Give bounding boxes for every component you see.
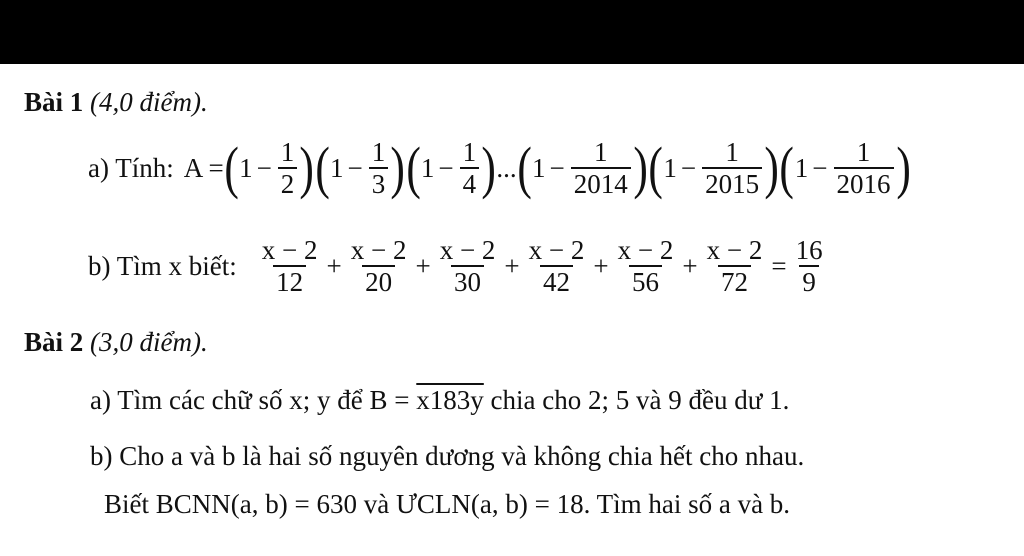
denominator: 56 <box>629 265 662 296</box>
bai2-a-after: chia cho 2; 5 và 9 đều dư 1. <box>490 385 790 415</box>
numerator: x − 2 <box>261 235 318 265</box>
fraction-x2-42 <box>526 236 588 296</box>
numerator: 16 <box>795 235 823 265</box>
denominator: 42 <box>540 265 573 296</box>
fraction-1-2 <box>278 138 298 198</box>
fraction-1-3 <box>369 138 389 198</box>
minus: − <box>347 153 363 183</box>
numerator: x − 2 <box>706 235 763 265</box>
denominator: 20 <box>362 265 395 296</box>
numerator: x − 2 <box>439 235 496 265</box>
numerator: 1 <box>462 137 477 167</box>
document-page <box>0 64 1024 556</box>
bai1-points: (4,0 điểm). <box>90 87 208 117</box>
bai2-a-number: x183y <box>416 385 484 415</box>
ellipsis: ... <box>496 153 517 183</box>
fraction-x2-12 <box>259 236 321 296</box>
left-paren: ( <box>779 135 795 200</box>
denominator: 2 <box>278 167 298 198</box>
plus: + <box>593 251 609 281</box>
bai2-a-B: B = <box>369 385 410 415</box>
right-paren: ) <box>764 135 780 200</box>
bai1-b-prefix: b) Tìm x biết: <box>88 251 237 281</box>
bai1-a-lhs: A = <box>183 153 224 183</box>
denominator: 9 <box>799 265 819 296</box>
equals: = <box>771 251 787 281</box>
denominator: 72 <box>718 265 751 296</box>
fraction-16-9 <box>793 236 826 296</box>
one: 1 <box>531 153 546 183</box>
one: 1 <box>794 153 809 183</box>
bai2-heading <box>24 326 208 358</box>
denominator: 12 <box>273 265 306 296</box>
right-paren: ) <box>633 135 648 200</box>
bai2-part-b-line2: Biết BCNN(a, b) = 630 và ƯCLN(a, b) = 18. Tìm hai số a và b. <box>104 489 791 519</box>
numerator: x − 2 <box>617 235 674 265</box>
fraction-x2-72 <box>704 236 766 296</box>
numerator: 1 <box>856 137 871 167</box>
minus: − <box>549 153 565 183</box>
minus: − <box>256 153 272 183</box>
one: 1 <box>329 153 344 183</box>
plus: + <box>504 251 520 281</box>
denominator: 3 <box>369 167 389 198</box>
bai1-title: Bài 1 <box>24 87 84 117</box>
fraction-1-2015 <box>702 138 762 198</box>
minus: − <box>680 153 697 183</box>
numerator: 1 <box>593 137 608 167</box>
numerator: x − 2 <box>528 235 585 265</box>
denominator: 2015 <box>702 167 762 198</box>
bai2-a-before: a) Tìm các chữ số x; y để <box>90 385 363 415</box>
fraction-x2-30 <box>437 236 499 296</box>
plus: + <box>415 251 431 281</box>
bai1-part-b <box>88 236 828 296</box>
left-paren: ( <box>648 135 663 200</box>
right-paren: ) <box>895 135 911 200</box>
bai1-part-a <box>88 135 911 200</box>
fraction-1-4 <box>460 138 480 198</box>
top-black-bar <box>0 0 1024 64</box>
bai1-heading <box>24 86 208 118</box>
fraction-x2-56 <box>615 236 677 296</box>
denominator: 2016 <box>834 167 894 198</box>
numerator: 1 <box>725 137 739 167</box>
right-paren: ) <box>481 135 496 200</box>
denominator: 30 <box>451 265 484 296</box>
numerator: 1 <box>371 137 386 167</box>
minus: − <box>812 153 828 183</box>
one: 1 <box>239 153 253 183</box>
plus: + <box>682 251 698 281</box>
left-paren: ( <box>405 135 421 200</box>
fraction-1-2014 <box>571 138 631 198</box>
right-paren: ) <box>299 135 315 200</box>
denominator: 2014 <box>571 167 631 198</box>
left-paren: ( <box>224 135 239 200</box>
one: 1 <box>420 153 435 183</box>
plus: + <box>326 251 342 281</box>
left-paren: ( <box>517 135 532 200</box>
bai2-title: Bài 2 <box>24 327 84 357</box>
bai2-part-a <box>90 384 789 416</box>
one: 1 <box>663 153 677 183</box>
fraction-1-2016 <box>834 138 894 198</box>
bai1-a-prefix: a) Tính: <box>88 153 174 183</box>
numerator: 1 <box>280 137 295 167</box>
bai2-points: (3,0 điểm). <box>90 327 208 357</box>
right-paren: ) <box>390 135 406 200</box>
left-paren: ( <box>315 135 330 200</box>
bai2-part-b-line1: b) Cho a và b là hai số nguyên dương và không chia hết cho nhau. <box>90 441 805 471</box>
fraction-x2-20 <box>348 236 410 296</box>
denominator: 4 <box>460 167 480 198</box>
minus: − <box>438 153 454 183</box>
numerator: x − 2 <box>350 235 407 265</box>
